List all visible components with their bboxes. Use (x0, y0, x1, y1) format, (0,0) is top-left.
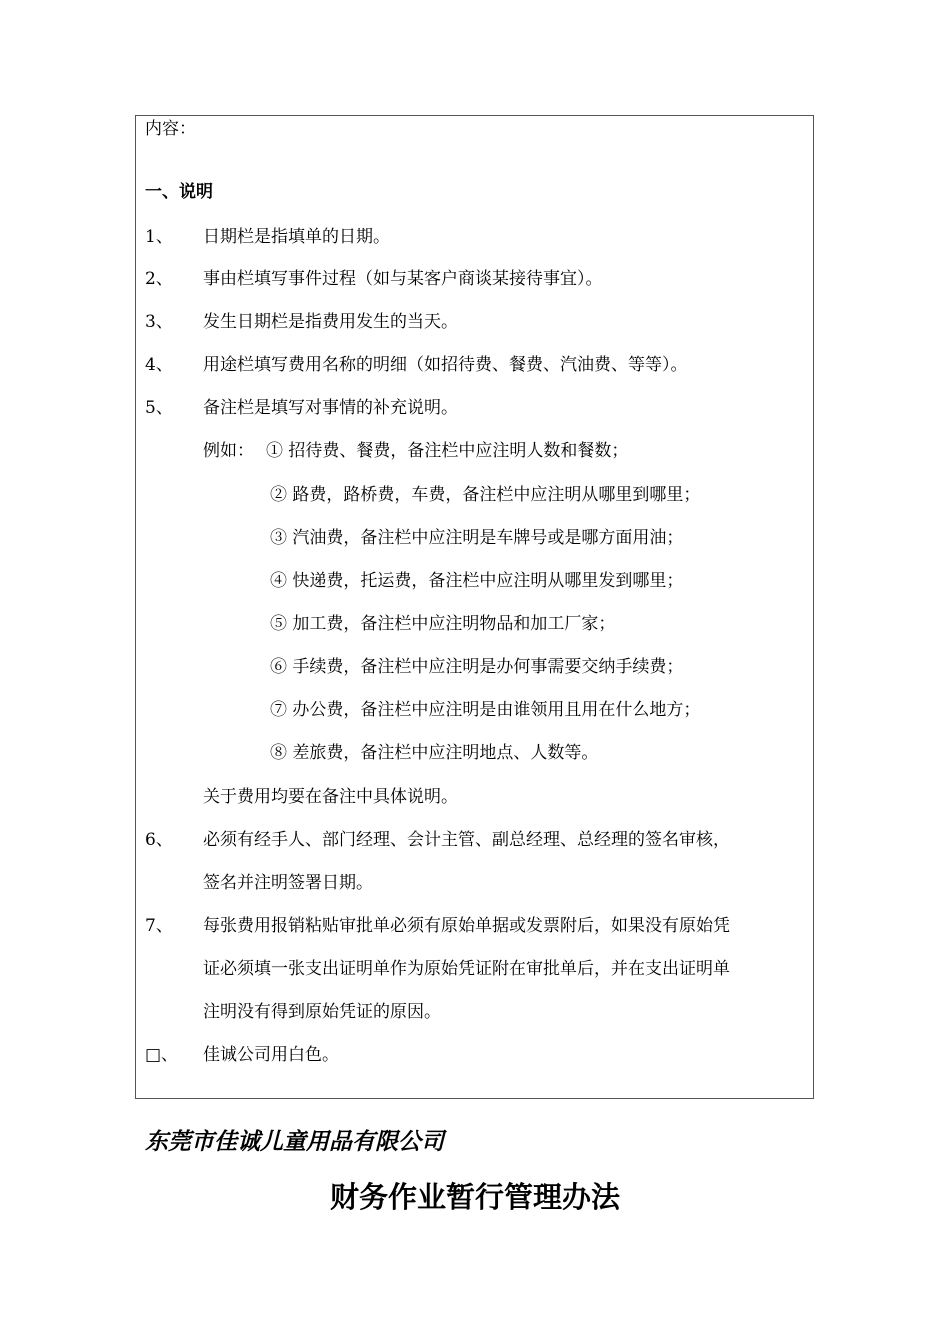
item-number: 3、 (145, 312, 173, 332)
example-line: ⑧ 差旅费，备注栏中应注明地点、人数等。 (270, 743, 599, 763)
content-box (135, 115, 814, 1099)
section-heading: 一、说明 (145, 182, 213, 202)
example-line: ① 招待费、餐费，备注栏中应注明人数和餐数； (266, 441, 629, 461)
item-number: 6、 (145, 830, 173, 850)
company-name: 东莞市佳诚儿童用品有限公司 (145, 1129, 444, 1155)
example-line: ② 路费，路桥费，车费，备注栏中应注明从哪里到哪里； (270, 485, 701, 505)
item-text: 证必须填一张支出证明单作为原始凭证附在审批单后，并在支出证明单 (203, 959, 730, 979)
example-line: ⑦ 办公费，备注栏中应注明是由谁领用且用在什么地方； (270, 700, 701, 720)
document-title: 财务作业暂行管理办法 (329, 1180, 620, 1214)
item-text: 事由栏填写事件过程（如与某客户商谈某接待事宜）。 (203, 269, 603, 289)
item-text: 发生日期栏是指费用发生的当天。 (203, 312, 458, 332)
example-prefix: 例如： (203, 441, 254, 461)
item-number: 2、 (145, 269, 173, 289)
item-text: 必须有经手人、部门经理、会计主管、副总经理、总经理的签名审核， (203, 830, 730, 850)
example-line: ④ 快递费，托运费，备注栏中应注明从哪里发到哪里； (270, 571, 684, 591)
content-label: 内容： (145, 119, 196, 139)
item-number: □、 (145, 1045, 179, 1065)
example-line: ⑥ 手续费，备注栏中应注明是办何事需要交纳手续费； (270, 657, 684, 677)
item-text: 每张费用报销粘贴审批单必须有原始单据或发票附后，如果没有原始凭 (203, 916, 730, 936)
item-number: 4、 (145, 355, 173, 375)
item-text: 备注栏是填写对事情的补充说明。 (203, 398, 458, 418)
item-text: 注明没有得到原始凭证的原因。 (203, 1002, 441, 1022)
item-number: 5、 (145, 398, 173, 418)
item-text: 用途栏填写费用名称的明细（如招待费、餐费、汽油费、等等）。 (203, 355, 688, 375)
example-line: ③ 汽油费，备注栏中应注明是车牌号或是哪方面用油； (270, 528, 684, 548)
example-line: ⑤ 加工费，备注栏中应注明物品和加工厂家； (270, 614, 616, 634)
item-text: 日期栏是指填单的日期。 (203, 227, 390, 247)
item-number: 1、 (145, 227, 173, 247)
item-number: 7、 (145, 916, 173, 936)
item-text: 佳诚公司用白色。 (203, 1045, 339, 1065)
note-text: 关于费用均要在备注中具体说明。 (203, 787, 458, 807)
item-text: 签名并注明签署日期。 (203, 873, 373, 893)
